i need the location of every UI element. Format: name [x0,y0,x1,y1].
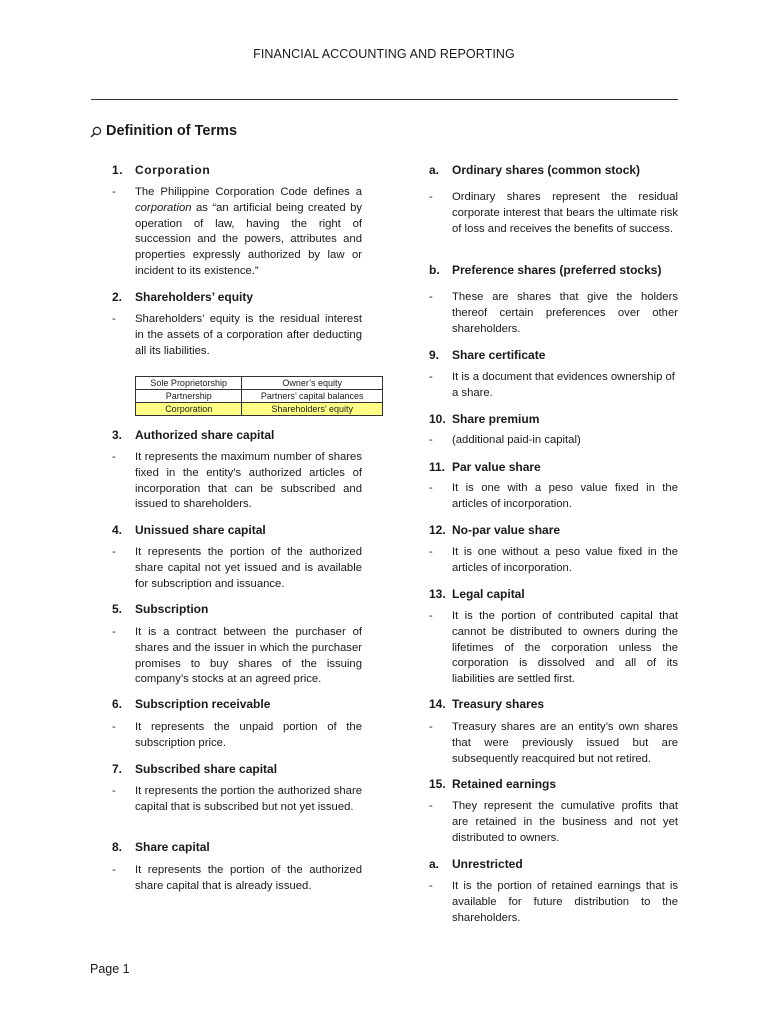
term-label: Share certificate [452,348,546,362]
definition-treasury-shares: - Treasury shares are an entity’s own shares that were previously issued but are subsequently reacquired but not retired. [429,721,678,765]
table-row [136,390,383,403]
definition-share-premium: - (additional paid-in capital) [429,434,581,446]
term-label: Legal capital [452,587,525,601]
table-cell: Owner’s equity [242,377,383,390]
term-label: Preference shares (preferred stocks) [452,263,662,277]
page-header-title: FINANCIAL ACCOUNTING AND REPORTING [253,47,515,61]
definition-no-par-value-share: - It is one without a peso value fixed in the articles of incorporation. [429,546,678,574]
equity-comparison-table [135,376,383,416]
term-share-certificate: 9. Share certificate [429,348,546,362]
term-preference-shares: b. Preference shares (preferred stocks) [429,263,662,277]
term-label: Subscribed share capital [135,762,278,776]
term-ordinary-shares: a. Ordinary shares (common stock) [429,163,641,177]
table-cell: Corporation [136,403,242,416]
magnifier-icon [90,126,102,138]
definition-authorized-share-capital: - It represents the maximum number of shares fixed in the entity’s authorized articles of incorporation that can be subscribed and issued to shareholders. [112,451,362,511]
term-label: No-par value share [452,523,561,537]
term-label: Share capital [135,840,210,854]
term-label: Treasury shares [452,697,545,711]
definition-subscription-receivable: - It represents the unpaid portion of the subscription price. [112,721,362,749]
term-label: Corporation [135,163,211,177]
definition-corporation: - The Philippine Corporation Code defines a corporation as “an artificial being created by operation of law, having the right of succession and the powers, attributes and properties expressly authorized by law or incident to its existence.” [112,186,362,277]
definition-retained-earnings: - They represent the cumulative profits that are retained in the business and not yet distributed to owners. [429,800,678,844]
term-corporation: 1. Corporation [112,163,211,177]
definition-share-certificate: - It is a document that evidences ownership of a share. [429,371,675,399]
term-shareholders-equity: 2. Shareholders’ equity [112,290,254,304]
table-cell: Partnership [136,390,242,403]
term-unrestricted: a. Unrestricted [429,857,523,871]
term-label: Ordinary shares (common stock) [452,163,641,177]
term-no-par-value-share: 12. No-par value share [429,523,561,537]
term-legal-capital: 13. Legal capital [429,587,525,601]
definition-legal-capital: - It is the portion of contributed capital that cannot be distributed to owners during the lifetimes of the corporation unless the corporation is dissolved and all of its liabilities are settled first. [429,610,678,686]
table-row-highlighted [136,403,383,416]
definition-unissued-share-capital: - It represents the portion of the authorized share capital not yet issued and is available for subscription and issuance. [112,546,362,590]
term-label: Par value share [452,460,541,474]
term-subscription: 5. Subscription [112,602,209,616]
term-label: Share premium [452,412,540,426]
term-authorized-share-capital: 3. Authorized share capital [112,428,275,442]
term-subscription-receivable: 6. Subscription receivable [112,697,271,711]
term-par-value-share: 11. Par value share [429,460,541,474]
term-label: Subscription receivable [135,697,271,711]
table-cell: Sole Proprietorship [136,377,242,390]
definition-subscription: - It is a contract between the purchaser of shares and the issuer in which the purchaser promises to buy shares of the issuing company’s stocks at an agreed price. [112,626,362,686]
term-treasury-shares: 14. Treasury shares [429,697,545,711]
definition-shareholders-equity: - Shareholders’ equity is the residual interest in the assets of a corporation after deducting all its liabilities. [112,313,362,357]
page-number: Page 1 [90,962,130,976]
term-label: Shareholders’ equity [135,290,254,304]
definition-unrestricted: - It is the portion of retained earnings that is available for future distribution to the shareholders. [429,880,678,924]
term-label: Unissued share capital [135,523,266,537]
definition-preference-shares: - These are shares that give the holders thereof certain preferences over other shareholders. [429,291,678,335]
term-label: Subscription [135,602,209,616]
definition-subscribed-share-capital: - It represents the portion the authorized share capital that is subscribed but not yet issued. [112,785,362,813]
term-retained-earnings: 15. Retained earnings [429,777,557,791]
term-subscribed-share-capital: 7. Subscribed share capital [112,762,278,776]
table-cell: Shareholders’ equity [242,403,383,416]
term-label: Unrestricted [452,857,523,871]
term-unissued-share-capital: 4. Unissued share capital [112,523,266,537]
section-title [90,123,237,139]
table-row [136,377,383,390]
term-share-capital: 8. Share capital [112,840,210,854]
term-label: Retained earnings [452,777,557,791]
term-label: Authorized share capital [135,428,275,442]
section-title-text: Definition of Terms [106,123,238,139]
definition-share-capital: - It represents the portion of the authorized share capital that is already issued. [112,864,362,892]
definition-par-value-share: - It is one with a peso value fixed in the articles of incorporation. [429,482,678,510]
definition-ordinary-shares: - Ordinary shares represent the residual corporate interest that bears the ultimate risk of loss and receives the benefits of success. [429,191,678,235]
table-cell: Partners’ capital balances [242,390,383,403]
header-divider [91,99,678,100]
term-share-premium: 10. Share premium [429,412,540,426]
